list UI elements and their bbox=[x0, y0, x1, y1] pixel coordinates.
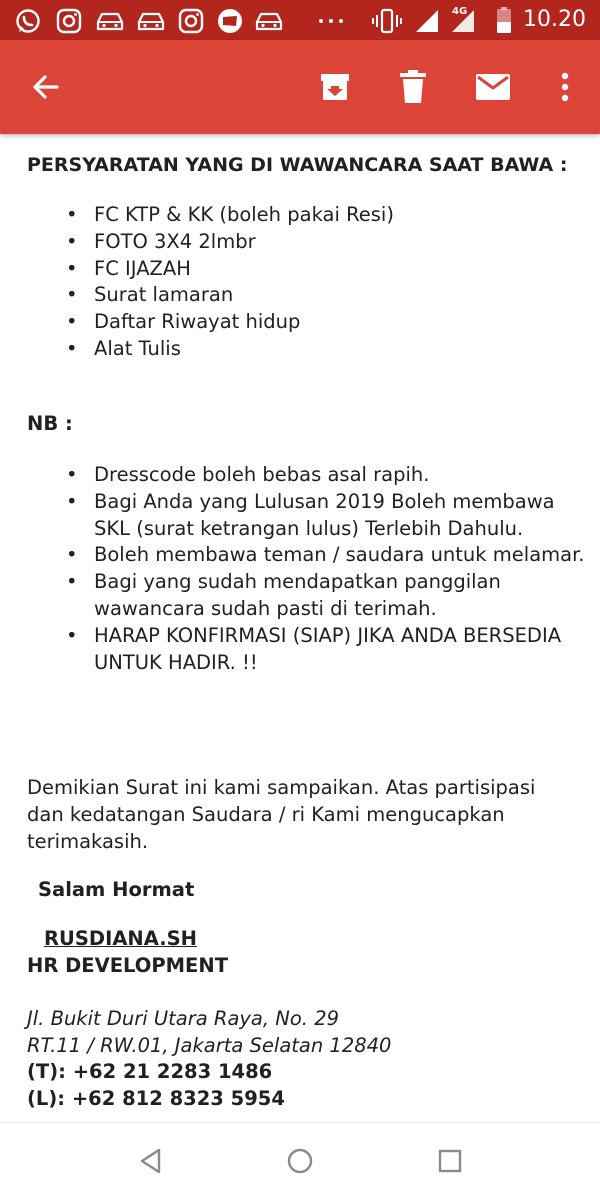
signer-title: HR DEVELOPMENT bbox=[27, 954, 228, 977]
list-item: • HARAP KONFIRMASI (SIAP) JIKA ANDA BERSEDIA UNTUK HADIR. !! bbox=[27, 623, 587, 677]
list-item: • FC KTP & KK (boleh pakai Resi) bbox=[27, 202, 394, 229]
signal-icon bbox=[448, 8, 478, 34]
status-bar bbox=[0, 0, 600, 40]
nb-heading: NB : bbox=[27, 412, 73, 435]
email-toolbar bbox=[0, 40, 600, 134]
requirements-list bbox=[27, 202, 394, 363]
list-item: • FC IJAZAH bbox=[27, 256, 394, 283]
list-item: • FOTO 3X4 2lmbr bbox=[27, 229, 394, 256]
phone-l: (L): +62 812 8323 5954 bbox=[27, 1087, 285, 1110]
delete-button[interactable] bbox=[388, 62, 438, 112]
nb-list bbox=[27, 462, 587, 676]
signal-icon bbox=[414, 8, 440, 34]
mail-icon bbox=[475, 72, 511, 102]
address-line-2: RT.11 / RW.01, Jakarta Selatan 12840 bbox=[27, 1034, 392, 1057]
car-icon bbox=[95, 8, 125, 34]
signer-name: RUSDIANA.SH bbox=[44, 927, 197, 950]
list-item: • Alat Tulis bbox=[27, 336, 394, 363]
network-type: 4G bbox=[452, 6, 468, 17]
car-icon bbox=[136, 8, 166, 34]
list-item: • Dresscode boleh bebas asal rapih. bbox=[27, 462, 587, 489]
overflow-menu-button[interactable] bbox=[545, 62, 585, 112]
list-item: • Surat lamaran bbox=[27, 282, 394, 309]
list-item: • Boleh membawa teman / saudara untuk melamar. bbox=[27, 542, 587, 569]
back-button[interactable] bbox=[20, 62, 70, 112]
list-item: • Bagi yang sudah mendapatkan panggilan wawancara sudah pasti di terimah. bbox=[27, 569, 587, 623]
salutation: Salam Hormat bbox=[38, 878, 195, 901]
overflow-menu-icon bbox=[560, 71, 570, 103]
archive-icon bbox=[318, 70, 352, 104]
back-arrow-icon bbox=[29, 71, 61, 103]
closing-paragraph: Demikian Surat ini kami sampaikan. Atas partisipasi dan kedatangan Saudara / ri Kami mengucapkan terimakasih. bbox=[27, 776, 536, 853]
vibrate-icon bbox=[372, 8, 402, 34]
flag-icon bbox=[216, 8, 244, 34]
archive-button[interactable] bbox=[310, 62, 360, 112]
mark-unread-button[interactable] bbox=[468, 62, 518, 112]
instagram-icon bbox=[56, 8, 82, 34]
delete-icon bbox=[398, 70, 428, 104]
list-item: • Bagi Anda yang Lulusan 2019 Boleh membawa SKL (surat ketrangan lulus) Terlebih Dahulu. bbox=[27, 489, 587, 543]
car-icon bbox=[254, 8, 284, 34]
address-line-1: Jl. Bukit Duri Utara Raya, No. 29 bbox=[27, 1007, 340, 1030]
battery-icon bbox=[496, 6, 512, 34]
status-time: 10.20 bbox=[523, 7, 586, 32]
nav-back-icon[interactable] bbox=[137, 1147, 165, 1175]
navigation-bar bbox=[0, 1122, 600, 1201]
requirements-heading: PERSYARATAN YANG DI WAWANCARA SAAT BAWA : bbox=[27, 154, 568, 176]
whatsapp-icon bbox=[14, 8, 42, 34]
nav-home-icon[interactable] bbox=[286, 1147, 314, 1175]
instagram-icon bbox=[178, 8, 204, 34]
phone-t: (T): +62 21 2283 1486 bbox=[27, 1060, 273, 1083]
list-item: • Daftar Riwayat hidup bbox=[27, 309, 394, 336]
more-dots-icon bbox=[316, 8, 346, 34]
nav-recents-icon[interactable] bbox=[436, 1147, 464, 1175]
